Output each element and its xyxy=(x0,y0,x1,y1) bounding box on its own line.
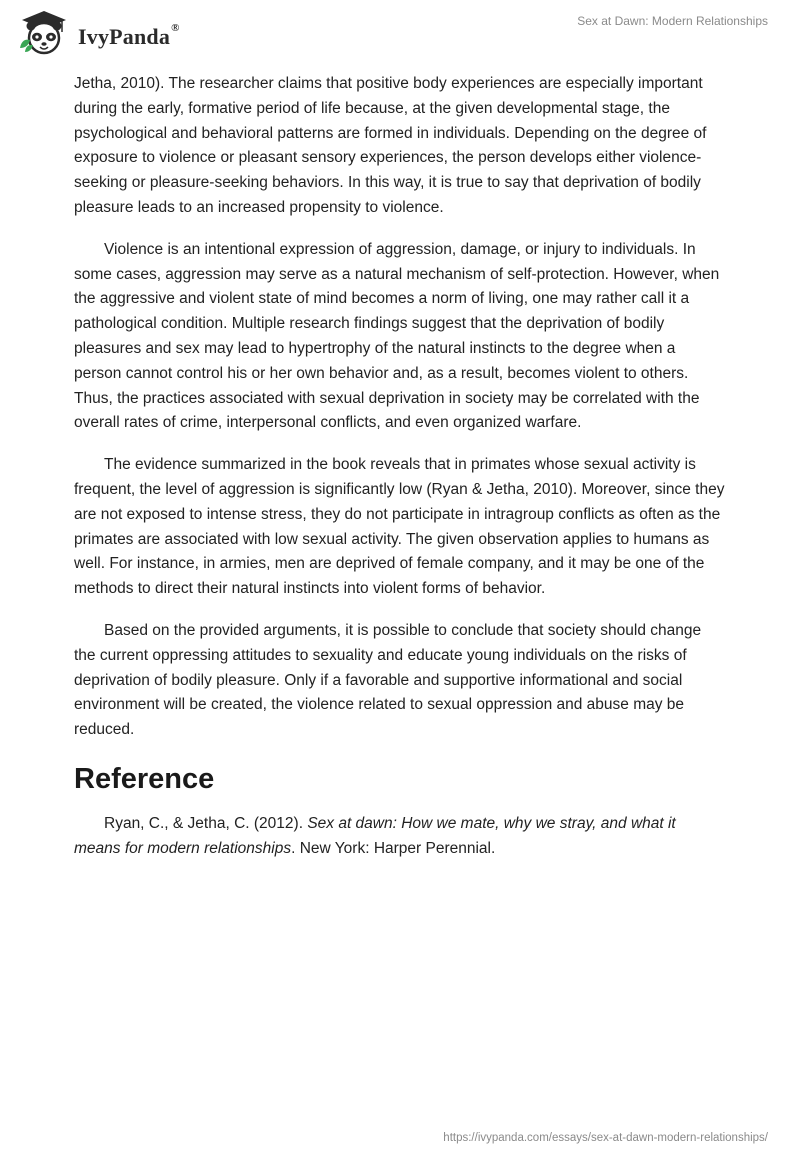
reference-book-title: Sex at dawn: How we mate, why we stray, and what it means for modern relationships xyxy=(74,814,676,857)
reference-entry xyxy=(74,812,726,862)
registered-mark: ® xyxy=(171,22,180,34)
reference-heading: Reference xyxy=(74,762,215,795)
essay-body xyxy=(74,72,726,879)
paragraph-continuation: Jetha, 2010). The researcher claims that positive body experiences are especially important during the early, formative period of life because, at the given developmental stage, the psychological and behavioral patterns are formed in individuals. Depending on the degree of exposure to violence or pleasant sensory experiences, the person develops either violence-seeking or pleasure-seeking behaviors. In this way, it is true to say that deprivation of bodily pleasure leads to an increased propensity to violence. xyxy=(74,75,707,216)
footer-url[interactable]: https://ivypanda.com/essays/sex-at-dawn-modern-relationships/ xyxy=(443,1132,768,1144)
reference-authors: Ryan, C., & Jetha, C. (2012). xyxy=(104,814,308,832)
panda-graduate-icon xyxy=(16,8,74,56)
paragraph-conclusion: Based on the provided arguments, it is possible to conclude that society should change the current oppressing attitudes to sexuality and educate young individuals on the risks of deprivation of bodily pleasure. Only if a favorable and supportive informational and social environment will be created, the violence related to sexual oppression and abuse may be reduced. xyxy=(74,621,702,739)
paragraph-violence: Violence is an intentional expression of aggression, damage, or injury to individuals. In some cases, aggression may serve as a natural mechanism of self-protection. However, when the aggressive and violent state of mind becomes a norm of living, one may rather call it a pathological condition. Multiple research findings suggest that the deprivation of bodily pleasures and sex may lead to hypertrophy of the natural instincts to the degree when a person cannot control his or her own behavior and, as a result, becomes violent to others. Thus, the practices associated with sexual deprivation in society may be correlated with the overall rates of crime, interpersonal conflicts, and even organized warfare. xyxy=(74,240,720,432)
paragraph-evidence: The evidence summarized in the book reveals that in primates whose sexual activity is frequent, the level of aggression is significantly low (Ryan & Jetha, 2010). Moreover, since they are not exposed to intense stress, they do not participate in intragroup conflicts as often as the primates are associated with low sexual activity. The given observation applies to humans as well. For instance, in armies, men are deprived of female company, and it may be one of the methods to direct their natural instincts into violent forms of behavior. xyxy=(74,456,725,598)
reference-publisher: . New York: Harper Perennial. xyxy=(291,839,496,857)
brand-logo[interactable] xyxy=(16,8,180,56)
brand-name: IvyPanda® xyxy=(78,22,180,49)
document-title: Sex at Dawn: Modern Relationships xyxy=(577,14,768,28)
page-header xyxy=(0,0,800,70)
